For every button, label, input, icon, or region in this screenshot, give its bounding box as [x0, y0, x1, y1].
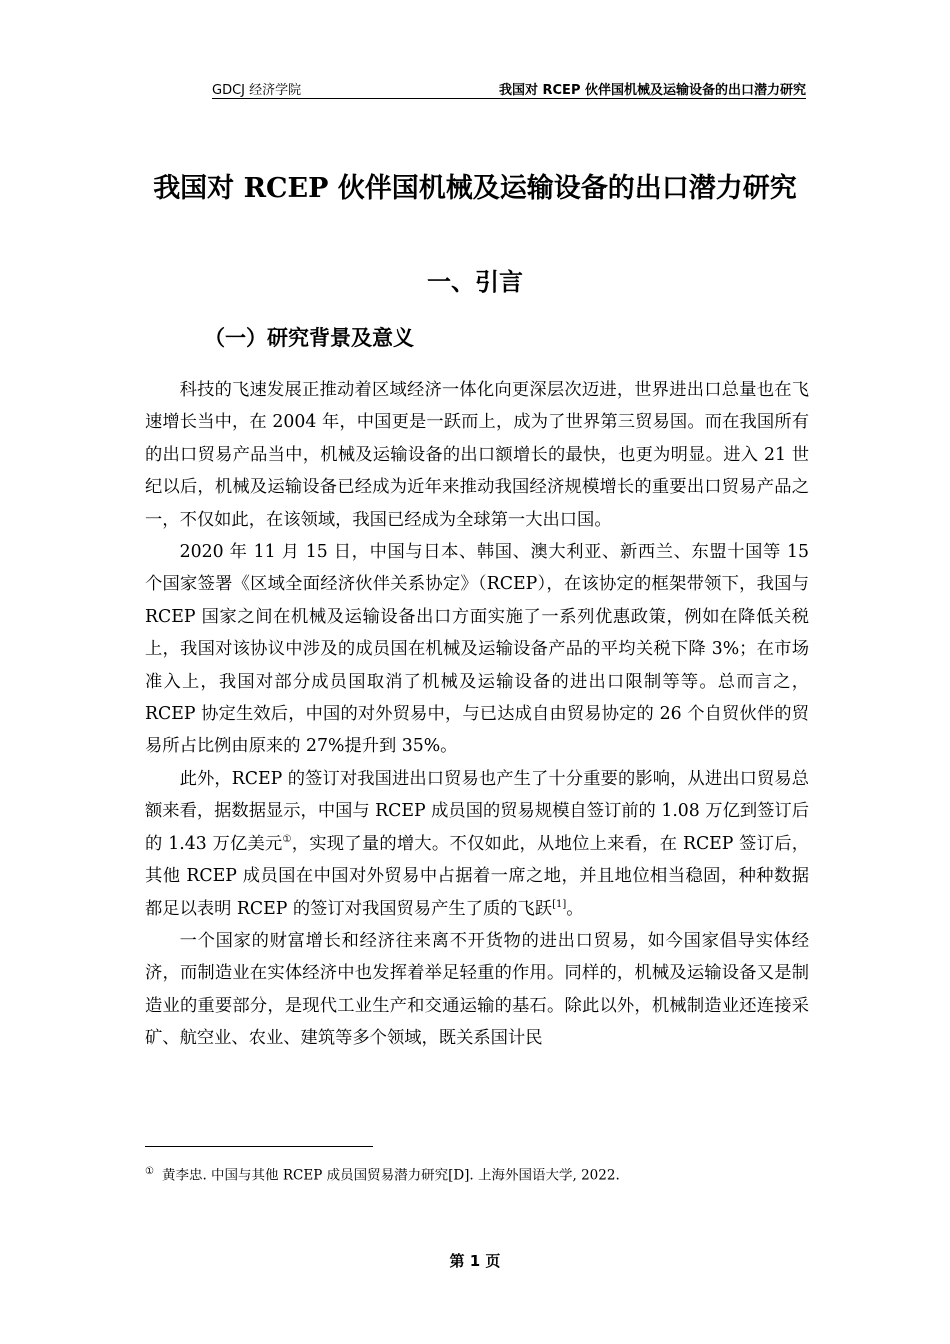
section-heading: 一、引言 [427, 268, 523, 296]
header-institution: GDCJ 经济学院 [212, 83, 302, 98]
document-title: 我国对 RCEP 伙伴国机械及运输设备的出口潜力研究 [153, 173, 797, 204]
footnote [145, 1162, 809, 1186]
subsection-heading: （一）研究背景及意义 [204, 326, 414, 350]
paragraph-4: 一个国家的财富增长和经济往来离不开货物的进出口贸易，如今国家倡导实体经济，而制造业在实体经济中也发挥着举足轻重的作用。同样的，机械及运输设备又是制造业的重要部分，是现代工业生产和交通运输的基石。除此以外，机械制造业还连接采矿、航空业、农业、建筑等多个领域，既关系国计民 [145, 930, 809, 1049]
footnote-mark: ① [145, 1166, 154, 1177]
footnote-text: 黄李忠. 中国与其他 RCEP 成员国贸易潜力研究[D]. 上海外国语大学, 2022. [161, 1167, 620, 1184]
paragraph-3-end: 。 [566, 898, 584, 919]
footnote-separator [145, 1146, 373, 1147]
paragraph-1: 科技的飞速发展正推动着区域经济一体化向更深层次迈进，世界进出口总量也在飞速增长当中，在 2004 年，中国更是一跃而上，成为了世界第三贸易国。而在我国所有的出口贸易产品当中，机械及运输设备的出口额增长的最快，也更为明显。进入 21 世纪以后，机械及运输设备已经成为近年来推动我国经济规模增长的重要出口贸易产品之一，不仅如此，在该领域，我国已经成为全球第一大出口国。 [145, 380, 809, 530]
page-number: 第 1 页 [449, 1252, 501, 1270]
citation-reference[interactable]: [1] [552, 898, 567, 910]
paragraph-3 [145, 763, 809, 925]
header-running-title: 我国对 RCEP 伙伴国机械及运输设备的出口潜力研究 [498, 83, 806, 98]
page-header [212, 76, 806, 99]
body-text [145, 374, 809, 1055]
paragraph-3-part-a: 此外，RCEP 的签订对我国进出口贸易也产生了十分重要的影响，从进出口贸易总额来看，据数据显示，中国与 RCEP 成员国的贸易规模自签订前的 1.08 万亿到签订后的 1.43 万亿美元 [145, 768, 809, 854]
footnote-reference[interactable]: ① [282, 833, 292, 845]
paragraph-2: 2020 年 11 月 15 日，中国与日本、韩国、澳大利亚、新西兰、东盟十国等 15 个国家签署《区域全面经济伙伴关系协定》（RCEP），在该协定的框架带领下，我国与 RCEP 国家之间在机械及运输设备出口方面实施了一系列优惠政策，例如在降低关税上，我国对该协议中涉及的成员国在机械及运输设备产品的平均关税下降 3%；在市场准入上，我国对部分成员国取消了机械及运输设备的进出口限制等等。总而言之，RCEP 协定生效后，中国的对外贸易中，与已达成自由贸易协定的 26 个自贸伙伴的贸易所占比例由原来的 27%提升到 35%。 [145, 542, 809, 757]
paragraph-3-part-b: ，实现了量的增大。不仅如此，从地位上来看，在 RCEP 签订后，其他 RCEP 成员国在中国对外贸易中占据着一席之地，并且地位相当稳固，种种数据都足以表明 RCEP 的签订对我国贸易产生了质的飞跃 [145, 833, 810, 919]
